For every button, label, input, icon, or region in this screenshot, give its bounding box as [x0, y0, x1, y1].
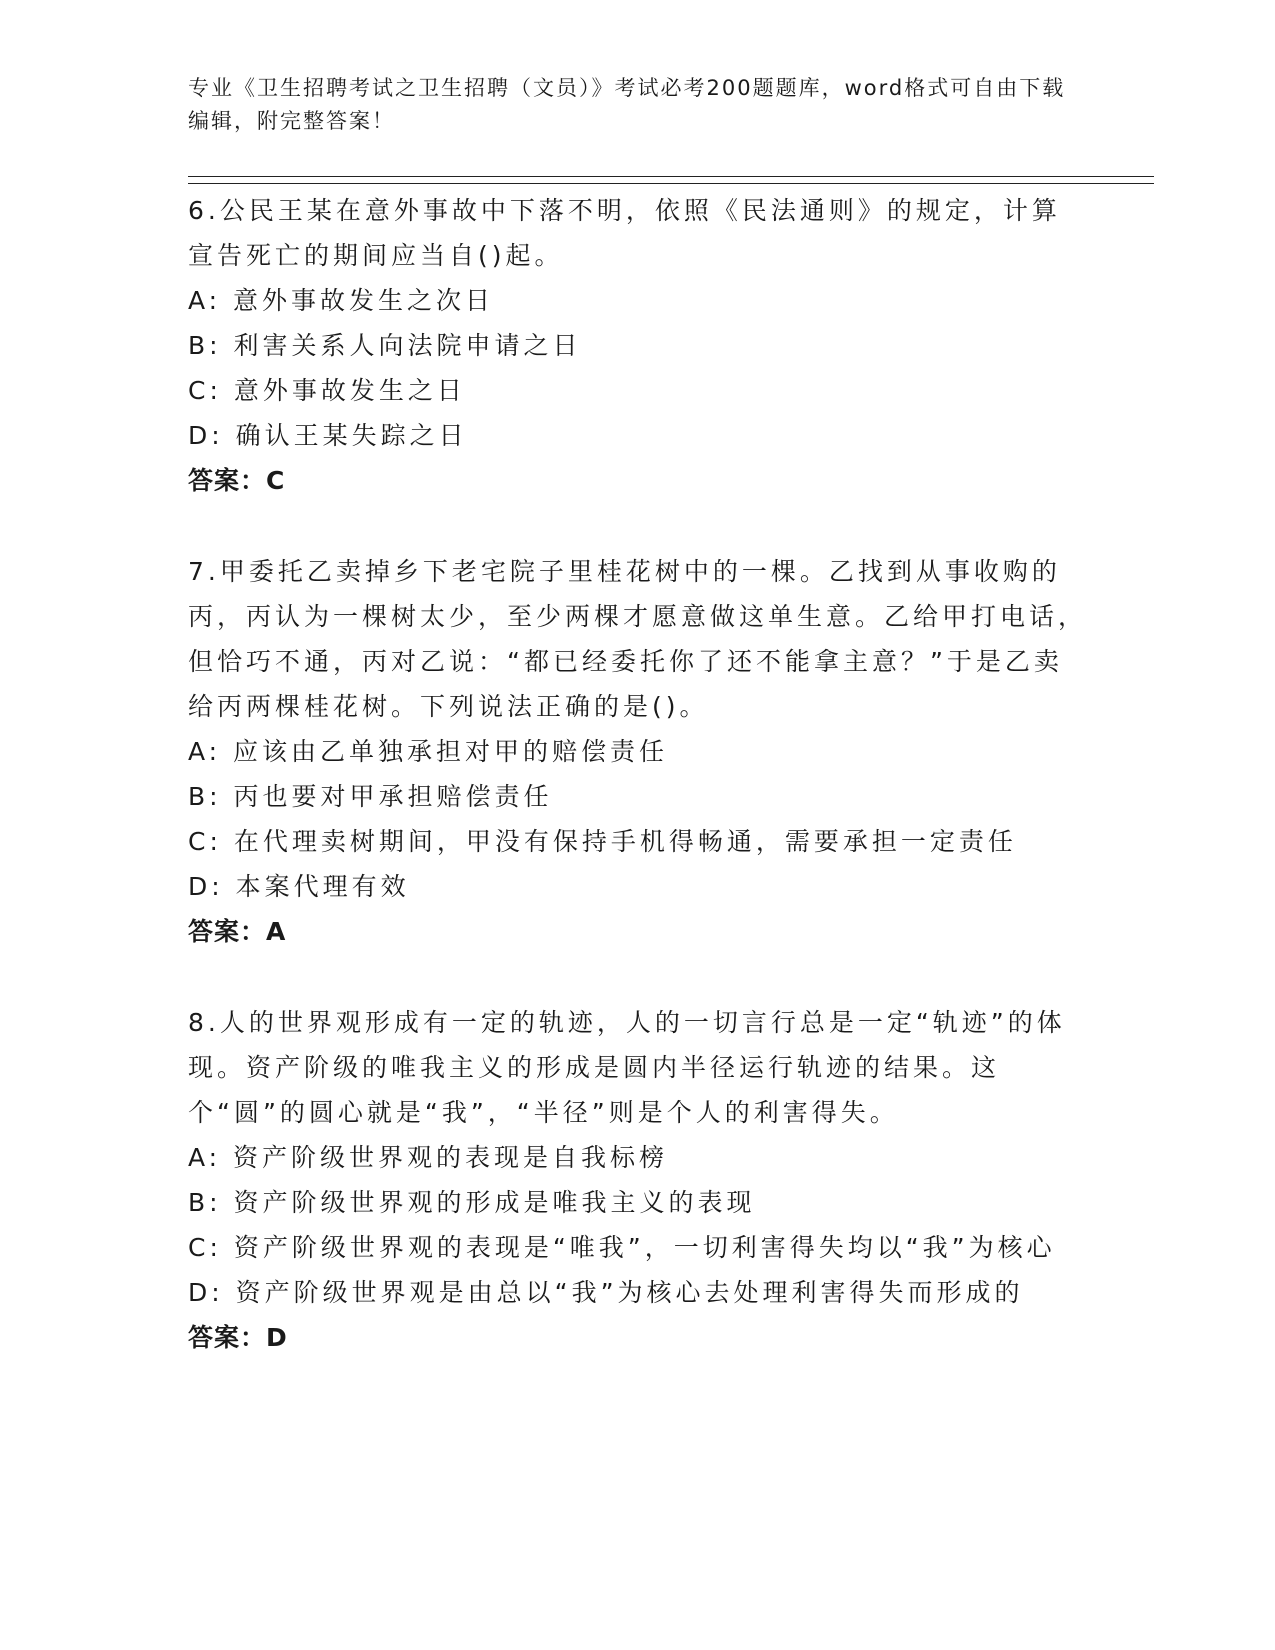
option-b: B: 利害关系人向法院申请之日	[188, 331, 582, 360]
option-d: D: 本案代理有效	[188, 872, 410, 901]
option-b: B: 资产阶级世界观的形成是唯我主义的表现	[188, 1188, 756, 1217]
option-d: D: 确认王某失踪之日	[188, 421, 468, 450]
option-c: C: 资产阶级世界观的表现是“唯我”，一切利害得失均以“我”为核心	[188, 1233, 1056, 1262]
question-stem: 7.甲委托乙卖掉乡下老宅院子里桂花树中的一棵。乙找到从事收购的丙，丙认为一棵树太少，至少两棵才愿意做这单生意。乙给甲打电话，但恰巧不通，丙对乙说：“都已经委托你了还不能拿主意？”于是乙卖给丙两棵桂花树。下列说法正确的是()。	[188, 557, 1088, 721]
question-7	[188, 549, 1088, 954]
question-list	[188, 188, 1088, 1406]
document-header: 专业《卫生招聘考试之卫生招聘（文员）》考试必考200题题库，word格式可自由下载编辑，附完整答案！	[188, 76, 1066, 133]
header-divider-top	[188, 176, 1154, 177]
answer: 答案：C	[188, 466, 286, 495]
option-list	[188, 1135, 1088, 1315]
option-a: A: 意外事故发生之次日	[188, 286, 495, 315]
answer: 答案：D	[188, 1323, 288, 1352]
option-a: A: 资产阶级世界观的表现是自我标榜	[188, 1143, 669, 1172]
option-list	[188, 729, 1088, 909]
question-stem: 8.人的世界观形成有一定的轨迹，人的一切言行总是一定“轨迹”的体现。资产阶级的唯我主义的形成是圆内半径运行轨迹的结果。这个“圆”的圆心就是“我”，“半径”则是个人的利害得失。	[188, 1008, 1066, 1127]
option-c: C: 在代理卖树期间，甲没有保持手机得畅通，需要承担一定责任	[188, 827, 1017, 856]
answer: 答案：A	[188, 917, 287, 946]
option-c: C: 意外事故发生之日	[188, 376, 466, 405]
option-list	[188, 278, 1088, 458]
question-6	[188, 188, 1088, 503]
question-8	[188, 1000, 1088, 1360]
header-divider-bottom	[188, 183, 1154, 184]
option-a: A: 应该由乙单独承担对甲的赔偿责任	[188, 737, 669, 766]
question-stem: 6.公民王某在意外事故中下落不明，依照《民法通则》的规定，计算宣告死亡的期间应当自()起。	[188, 196, 1061, 270]
option-d: D: 资产阶级世界观是由总以“我”为核心去处理利害得失而形成的	[188, 1278, 1024, 1307]
option-b: B: 丙也要对甲承担赔偿责任	[188, 782, 553, 811]
